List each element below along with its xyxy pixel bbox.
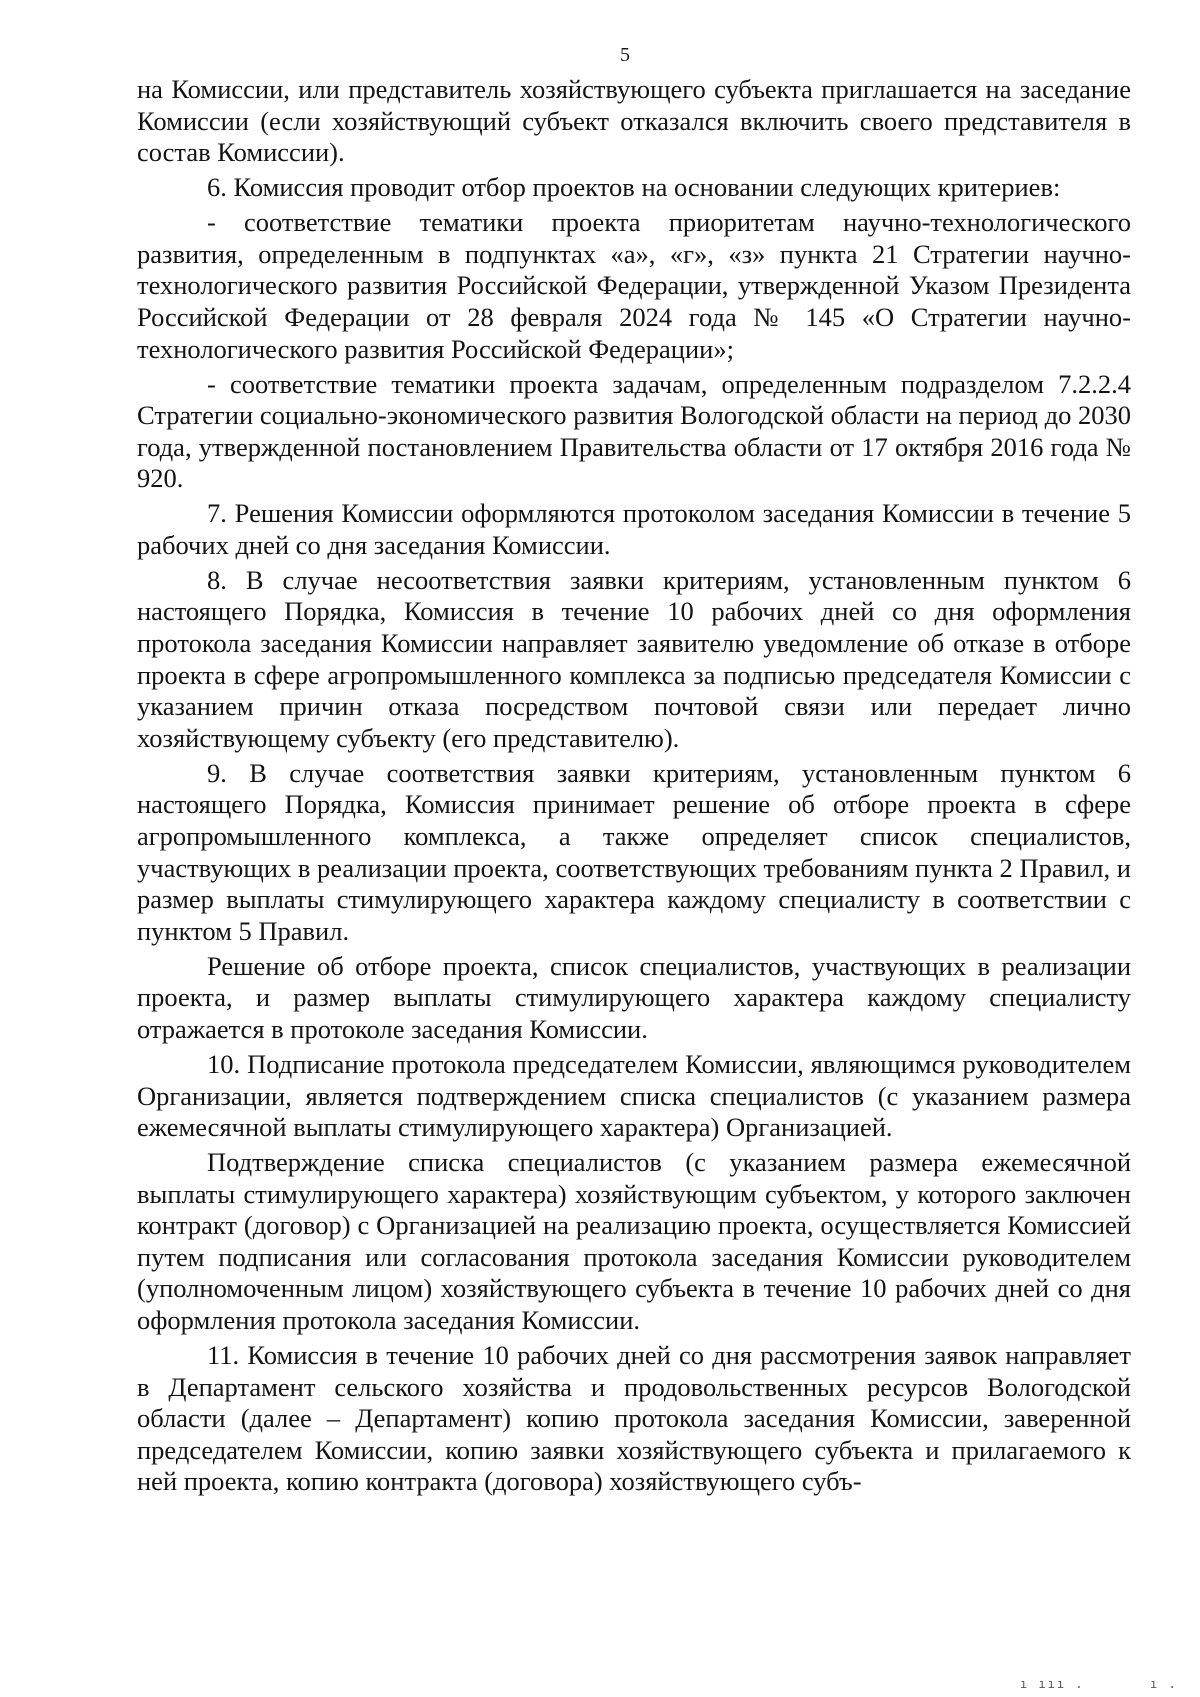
paragraph-item-11: 11. Комиссия в течение 10 рабочих дней со дня рассмотрения заявок направляет в Департамент сельского хозяйства и продовольственных ресурсов Вологодской области (далее – Департамент) копию протокола заседания Комиссии, заверенной председателем Комиссии, копию заявки хозяйствующего субъекта и прилагаемого к ней проекта, копию контракта (договора) хозяйствующего субъ- (137, 1340, 1131, 1497)
paragraph-item-9-decision: Решение об отборе проекта, список специалистов, участвующих в реализации проекта, и размер выплаты стимулирующего характера каждому специалисту отражается в протоколе заседания Комиссии. (137, 950, 1131, 1044)
paragraph-criterion-1: - соответствие тематики проекта приоритетам научно-технологического развития, определенным в подпунктах «а», «г», «з» пункта 21 Стратегии научно-технологического развития Российской Федерации, утвержденной Указом Президента Российской Федерации от 28 февраля 2024 года № 145 «О Стратегии научно-технологического развития Российской Федерации»; (137, 207, 1131, 364)
paragraph-item-10: 10. Подписание протокола председателем Комиссии, являющимся руководителем Организации, является подтверждением списка специалистов (с указанием размера ежемесячной выплаты стимулирующего характера) Организацией. (137, 1048, 1131, 1143)
document-body (137, 74, 1131, 1501)
scan-mark-left: ı ııı . (1020, 1677, 1085, 1691)
paragraph-item-10-confirmation: Подтверждение списка специалистов (с указанием размера ежемесячной выплаты стимулирующего характера) хозяйствующим субъектом, у которого заключен контракт (договор) с Организацией на реализацию проекта, осуществляется Комиссией путем подписания или согласования протокола заседания Комиссии руководителем (уполномоченным лицом) хозяйствующего субъекта в течение 10 рабочих дней со дня оформления протокола заседания Комиссии. (137, 1147, 1131, 1336)
paragraph-item-9: 9. В случае соответствия заявки критериям, установленным пунктом 6 настоящего Порядка, Комиссия принимает решение об отборе проекта в сфере агропромышленного комплекса, а также определяет список специалистов, участвующих в реализации проекта, соответствующих требованиям пункта 2 Правил, и размер выплаты стимулирующего характера каждому специалисту в соответствии с пунктом 5 Правил. (137, 757, 1131, 946)
page-number: 5 (620, 44, 630, 66)
paragraph-item-6: 6. Комиссия проводит отбор проектов на основании следующих критериев: (207, 172, 1061, 203)
scan-mark-right: ı . (1150, 1677, 1178, 1691)
paragraph-criterion-2: - соответствие тематики проекта задачам, определенным подразделом 7.2.2.4 Стратегии социально-экономического развития Вологодской области на период до 2030 года, утвержденной постановлением Правительства области от 17 октября 2016 года № 920. (137, 368, 1131, 494)
paragraph-item-7: 7. Решения Комиссии оформляются протоколом заседания Комиссии в течение 5 рабочих дней со дня заседания Комиссии. (137, 498, 1131, 560)
paragraph-continuation: на Комиссии, или представитель хозяйствующего субъекта приглашается на заседание Комиссии (если хозяйствующий субъект отказался включить своего представителя в состав Комиссии). (137, 74, 1131, 168)
paragraph-item-8: 8. В случае несоответствия заявки критериям, установленным пунктом 6 настоящего Порядка, Комиссия в течение 10 рабочих дней со дня оформления протокола заседания Комиссии направляет заявителю уведомление об отказе в отборе проекта в сфере агропромышленного комплекса за подписью председателя Комиссии с указанием причин отказа посредством почтовой связи или передает лично хозяйствующему субъекту (его представителю). (137, 564, 1131, 753)
